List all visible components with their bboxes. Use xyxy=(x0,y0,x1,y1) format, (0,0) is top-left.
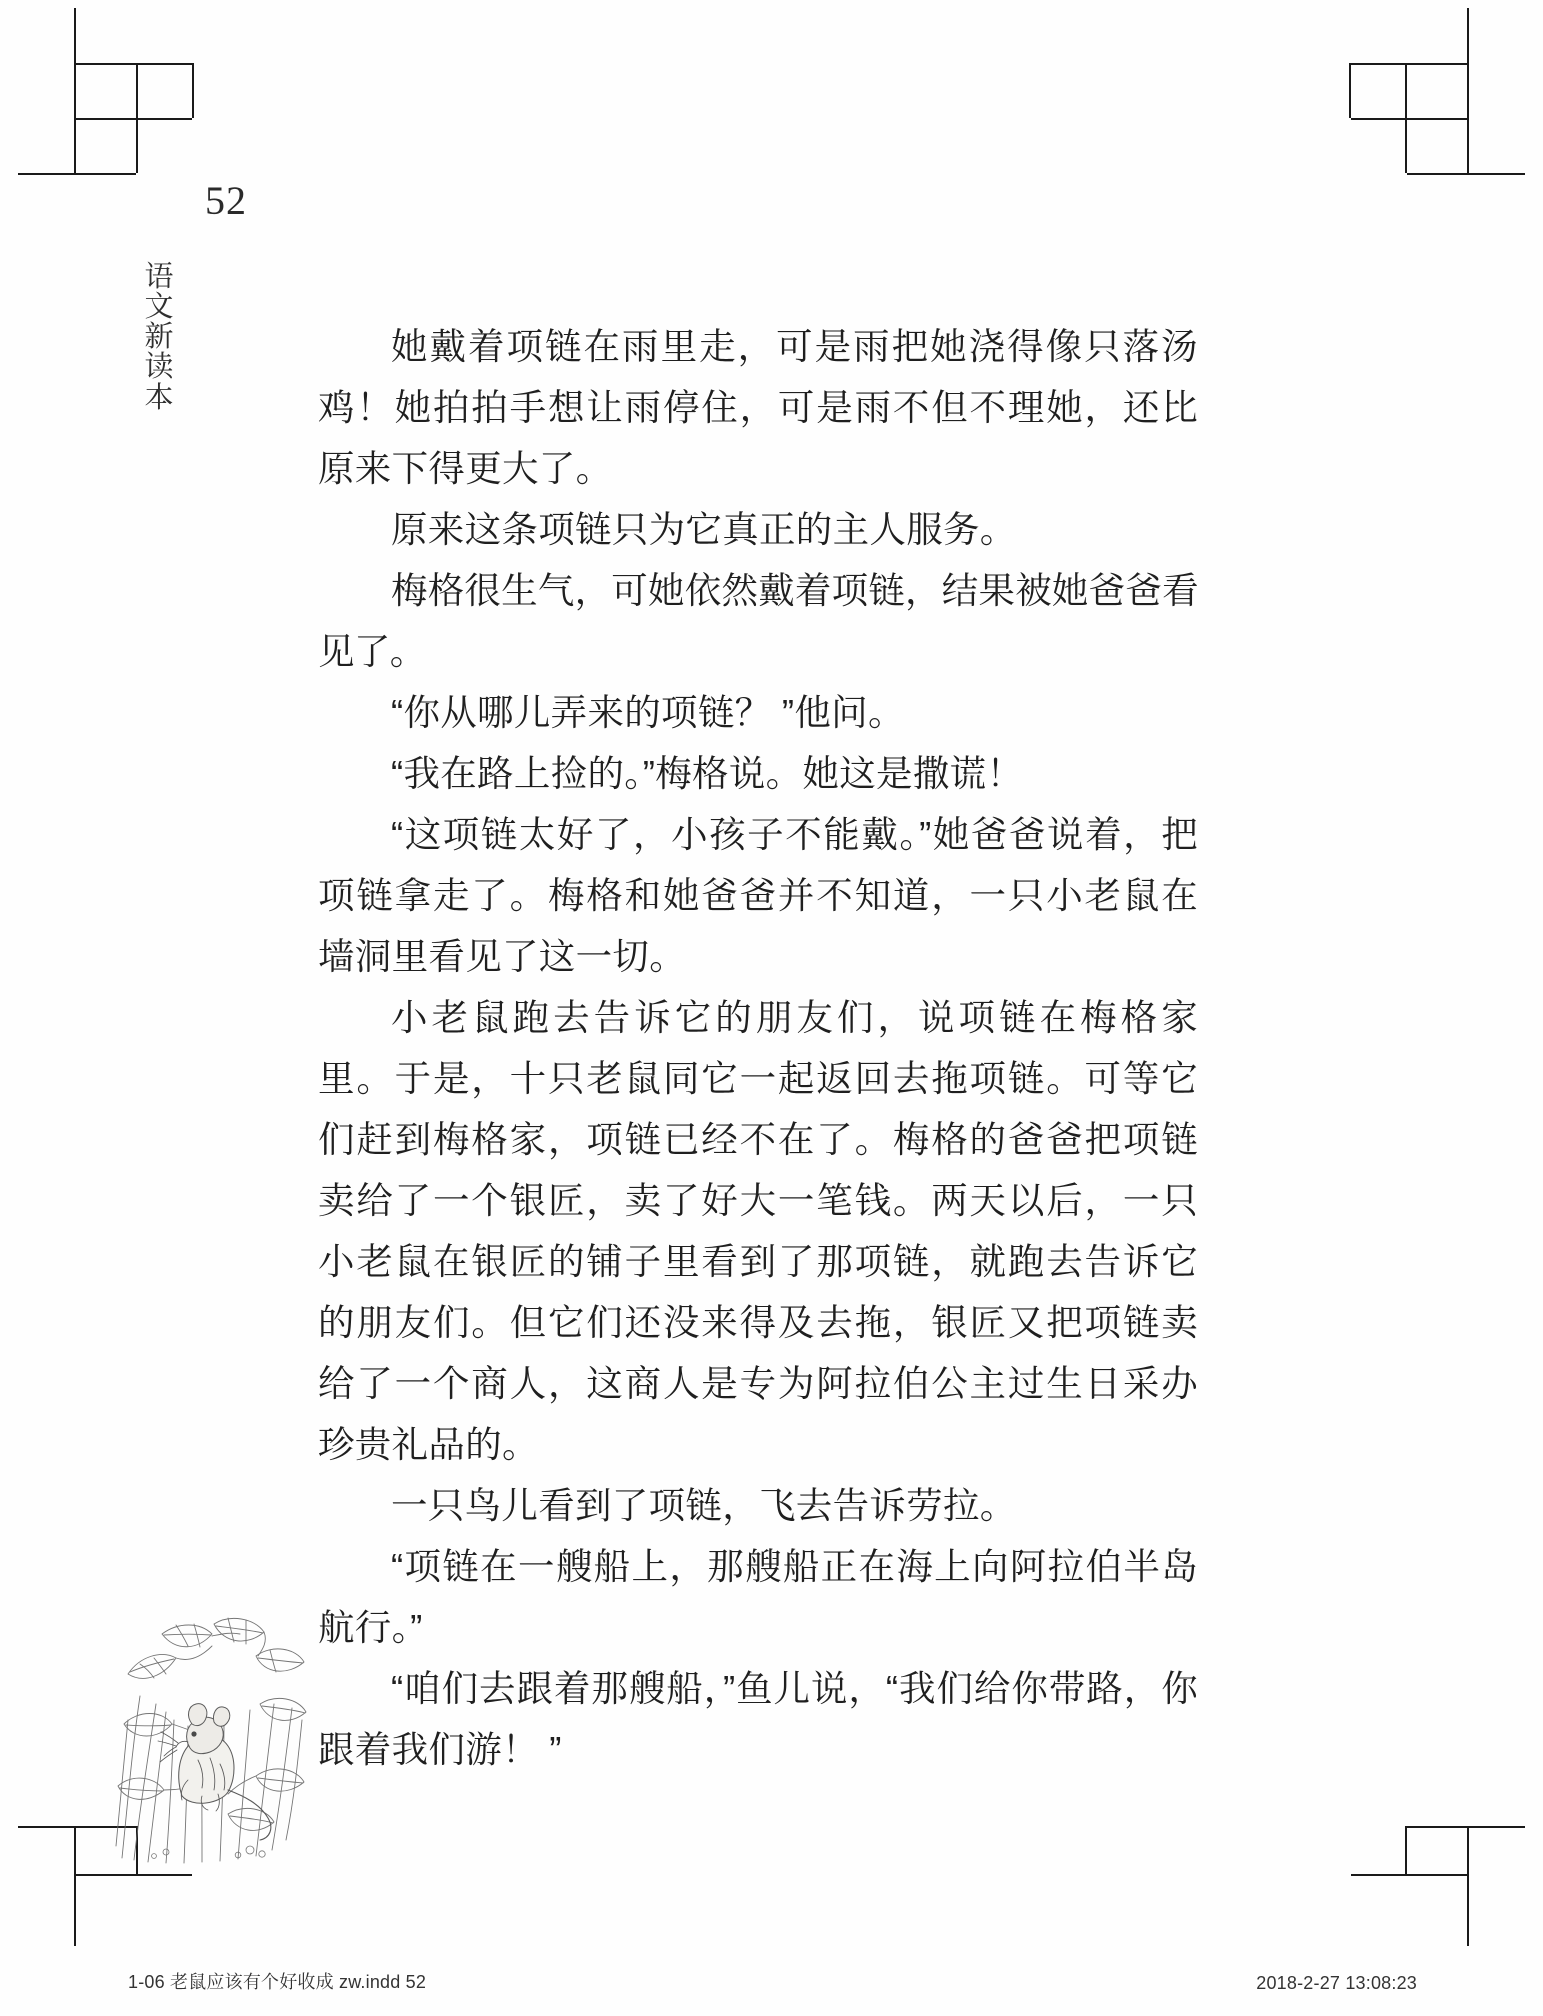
running-head-char: 语 xyxy=(144,261,174,293)
footer-filename: 1-06 老鼠应该有个好收成 zw.indd 52 xyxy=(128,1972,427,1992)
paragraph: 一只鸟儿看到了项链，飞去告诉劳拉。 xyxy=(391,1485,1017,1526)
paragraph: “我在路上捡的。”梅格说。她这是撒谎！ xyxy=(391,753,1024,794)
running-head-char: 本 xyxy=(144,381,174,414)
crop-mark-bottom-right xyxy=(1335,1826,1525,1976)
running-head-char: 新 xyxy=(144,321,174,354)
paragraph: 她戴着项链在雨里走，可是雨把她浇得像只落汤鸡！她拍拍手想让雨停住，可是雨不但不理她，还比原来下得更大了。 xyxy=(318,326,1198,489)
footer-timestamp: 2018-2-27 13:08:23 xyxy=(1256,1973,1417,1993)
mouse-illustration xyxy=(110,1600,310,1865)
crop-mark-top-left xyxy=(18,8,208,198)
paragraph: 小老鼠跑去告诉它的朋友们，说项链在梅格家里。于是，十只老鼠同它一起返回去拖项链。可等它们赶到梅格家，项链已经不在了。梅格的爸爸把项链卖给了一个银匠，卖了好大一笔钱。两天以后，一只小老鼠在银匠的铺子里看到了那项链，就跑去告诉它的朋友们。但它们还没来得及去拖，银匠又把项链卖给了一个商人，这商人是专为阿拉伯公主过生日采办珍贵礼品的。 xyxy=(318,997,1198,1465)
paragraph: “你从哪儿弄来的项链？ ”他问。 xyxy=(391,692,905,733)
crop-mark-top-right xyxy=(1335,8,1525,198)
paragraph: “咱们去跟着那艘船，”鱼儿说，“我们给你带路，你跟着我们游！ ” xyxy=(318,1668,1198,1770)
paragraph: 梅格很生气，可她依然戴着项链，结果被她爸爸看见了。 xyxy=(318,570,1198,672)
running-head-char: 读 xyxy=(144,351,174,384)
running-head-vertical xyxy=(138,262,180,413)
paragraph: “项链在一艘船上，那艘船正在海上向阿拉伯半岛航行。” xyxy=(318,1546,1198,1648)
paragraph: “这项链太好了，小孩子不能戴。”她爸爸说着，把项链拿走了。梅格和她爸爸并不知道，一只小老鼠在墙洞里看见了这一切。 xyxy=(318,814,1198,977)
running-head-char: 文 xyxy=(144,291,174,324)
body-text-column xyxy=(318,316,1198,1780)
page-number: 52 xyxy=(205,178,247,223)
paragraph: 原来这条项链只为它真正的主人服务。 xyxy=(391,509,1017,550)
